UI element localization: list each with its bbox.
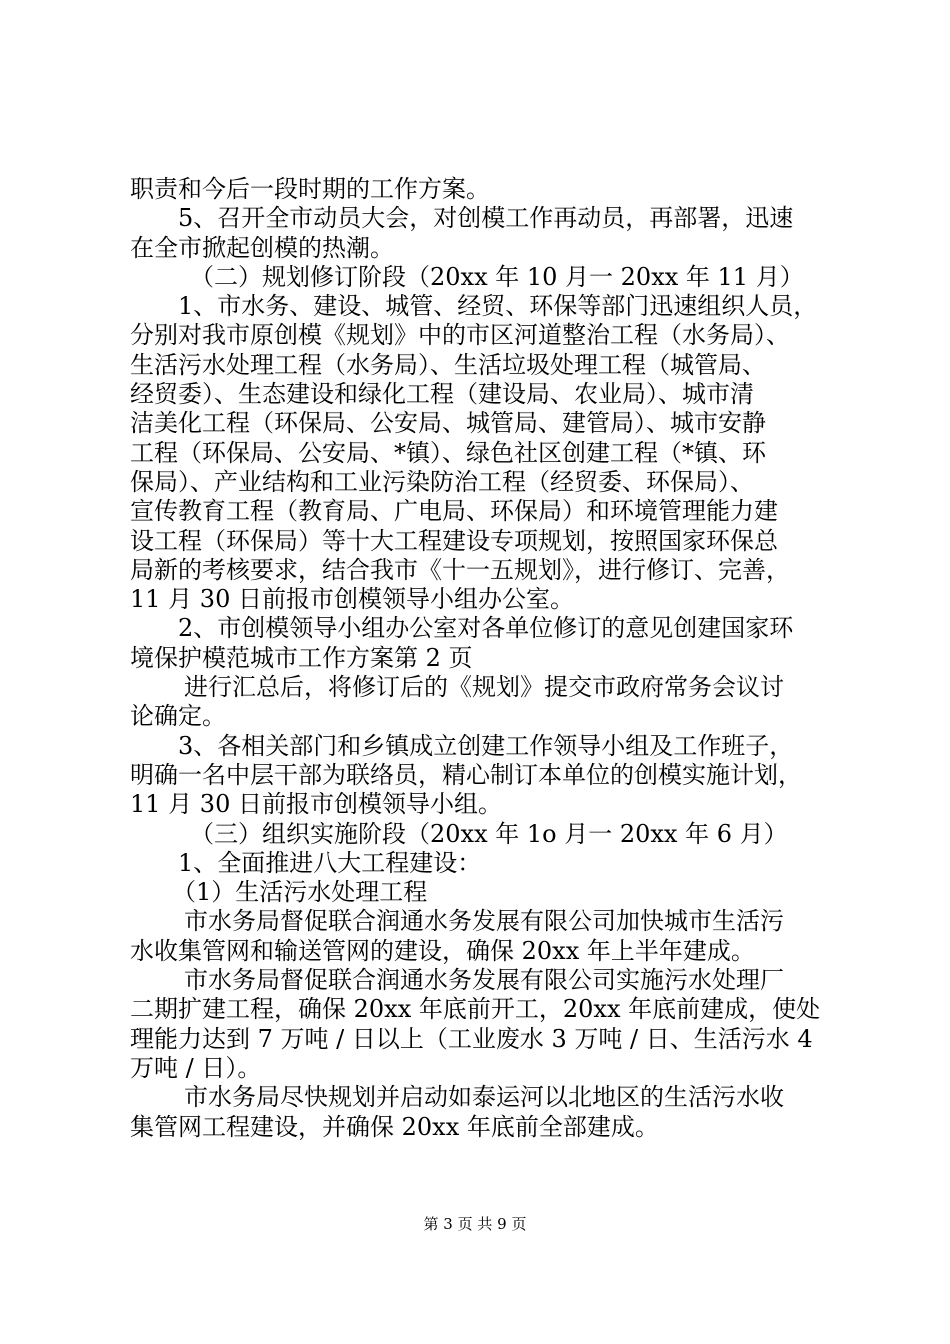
paragraph-line: 1、市水务、建设、城管、经贸、环保等部门迅速组织人员， bbox=[178, 292, 818, 321]
page-footer bbox=[0, 1213, 950, 1234]
paragraph-line: 保局）、产业结构和工业污染防治工程（经贸委、环保局）、 bbox=[130, 467, 754, 496]
page-number: 第 3 页 共 9 页 bbox=[423, 1215, 527, 1233]
paragraph-line: 11 月 30 日前报市创模领导小组。 bbox=[130, 790, 502, 819]
paragraph-line: 集管网工程建设，并确保 20xx 年底前全部建成。 bbox=[130, 1112, 659, 1141]
paragraph-line: 职责和今后一段时期的工作方案。 bbox=[130, 175, 490, 203]
section-heading: （三）组织实施阶段（20xx 年 1o 月一 20xx 年 6 月） bbox=[190, 819, 788, 848]
paragraph-line: 境保护模范城市工作方案第 2 页 bbox=[130, 643, 473, 672]
paragraph-line: 11 月 30 日前报市创模领导小组办公室。 bbox=[130, 585, 574, 614]
paragraph-line: 2、市创模领导小组办公室对各单位修订的意见创建国家环 bbox=[178, 614, 794, 643]
paragraph-line: 市水务局督促联合润通水务发展有限公司实施污水处理厂 bbox=[184, 966, 784, 995]
subsection-heading: （1）生活污水处理工程 bbox=[172, 878, 428, 907]
paragraph-line: 生活污水处理工程（水务局）、生活垃圾处理工程（城管局、 bbox=[130, 350, 766, 379]
section-heading: （二）规划修订阶段（20xx 年 10 月一 20xx 年 11 月） bbox=[190, 262, 804, 291]
paragraph-line: 万吨 / 日）。 bbox=[130, 1053, 262, 1082]
paragraph-line: 设工程（环保局）等十大工程建设专项规划，按照国家环保总 bbox=[130, 526, 778, 555]
paragraph-line: 洁美化工程（环保局、公安局、城管局、建管局）、城市安静 bbox=[130, 409, 766, 438]
paragraph-line: 市水务局督促联合润通水务发展有限公司加快城市生活污 bbox=[184, 907, 784, 936]
paragraph-line: 5、召开全市动员大会，对创模工作再动员，再部署，迅速 bbox=[178, 204, 794, 233]
paragraph-line: 局新的考核要求，结合我市《十一五规划》，进行修订、完善， bbox=[130, 555, 790, 584]
document-body bbox=[130, 175, 840, 1142]
paragraph-line: 水收集管网和输送管网的建设，确保 20xx 年上半年建成。 bbox=[130, 936, 755, 965]
paragraph-line: 理能力达到 7 万吨 / 日以上（工业废水 3 万吨 / 日、生活污水 4 bbox=[130, 1024, 813, 1053]
paragraph-line: 工程（环保局、公安局、*镇）、绿色社区创建工程（*镇、环 bbox=[130, 438, 766, 467]
paragraph-line: 二期扩建工程，确保 20xx 年底前开工，20xx 年底前建成，使处 bbox=[130, 995, 821, 1024]
paragraph-line: 分别对我市原创模《规划》中的市区河道整治工程（水务局）、 bbox=[130, 321, 790, 350]
paragraph-line: 1、全面推进八大工程建设： bbox=[178, 848, 482, 877]
paragraph-line: 宣传教育工程（教育局、广电局、环保局）和环境管理能力建 bbox=[130, 497, 778, 526]
paragraph-line: 论确定。 bbox=[130, 702, 226, 731]
paragraph-line: 进行汇总后，将修订后的《规划》提交市政府常务会议讨 bbox=[184, 673, 784, 702]
paragraph-line: 市水务局尽快规划并启动如泰运河以北地区的生活污水收 bbox=[184, 1083, 784, 1112]
paragraph-line: 3、各相关部门和乡镇成立创建工作领导小组及工作班子， bbox=[178, 731, 794, 760]
paragraph-line: 经贸委）、生态建设和绿化工程（建设局、农业局）、城市清 bbox=[130, 380, 754, 409]
paragraph-line: 明确一名中层干部为联络员，精心制订本单位的创模实施计划， bbox=[130, 760, 802, 789]
paragraph-line: 在全市掀起创模的热潮。 bbox=[130, 233, 394, 262]
